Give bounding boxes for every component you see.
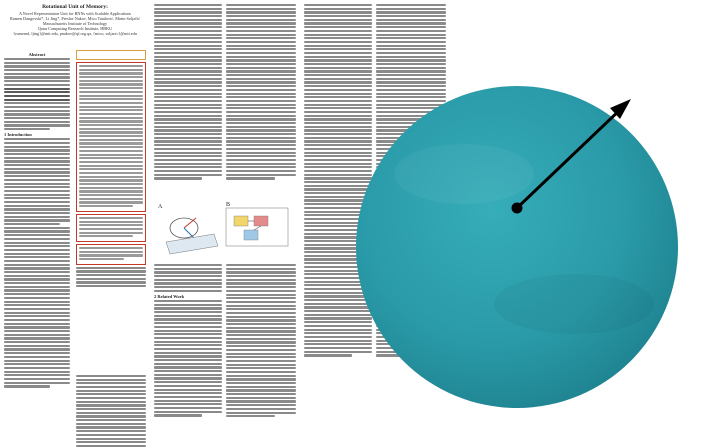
page2-right-column [226, 4, 296, 181]
fig-label-a: A [158, 204, 163, 210]
legend-strip [76, 50, 146, 60]
emails: {rumenrd, ljing}@mit.edu, pnakov@qf.org.qa, {mico, soljacic}@mit.edu [13, 31, 137, 36]
sphere [356, 86, 678, 408]
sphere-figure [354, 84, 680, 410]
page2-lower-right [226, 264, 296, 419]
page2-left-column [154, 4, 222, 181]
paper-page-1 [0, 0, 150, 448]
highlight-box-2 [76, 214, 146, 242]
affiliation-1: Massachusetts Institute of Technology [42, 21, 108, 26]
abstract-column [4, 50, 70, 389]
page1-right-column [76, 50, 146, 448]
vector-origin-dot [512, 203, 523, 214]
rum-figure [154, 198, 298, 258]
intro-heading: 1 Introduction [4, 132, 32, 138]
rum-figure-svg [154, 198, 298, 258]
sphere-with-vector-icon [354, 84, 680, 410]
paper-authors: Rumen Dangovski*, Li Jing*, Preslav Nakov, Mico Tatalović, Marin Soljačić [10, 16, 140, 21]
paper-subtitle: A Novel Representation Unit for RNNs with Scalable Applications [18, 11, 132, 16]
affiliation-2: Qatar Computing Research Institute, HBKU [37, 26, 113, 31]
title-block [4, 4, 146, 36]
paper-title: Rotational Unit of Memory: [42, 4, 108, 10]
abstract-heading: Abstract [28, 52, 46, 57]
highlight-box-1 [76, 62, 146, 212]
page2-lower-left [154, 264, 222, 418]
highlight-box-3 [76, 244, 146, 265]
related-work-heading: 2 Related Work [154, 294, 185, 299]
paper-page-2 [150, 0, 300, 448]
fig-label-b: B [226, 202, 231, 208]
